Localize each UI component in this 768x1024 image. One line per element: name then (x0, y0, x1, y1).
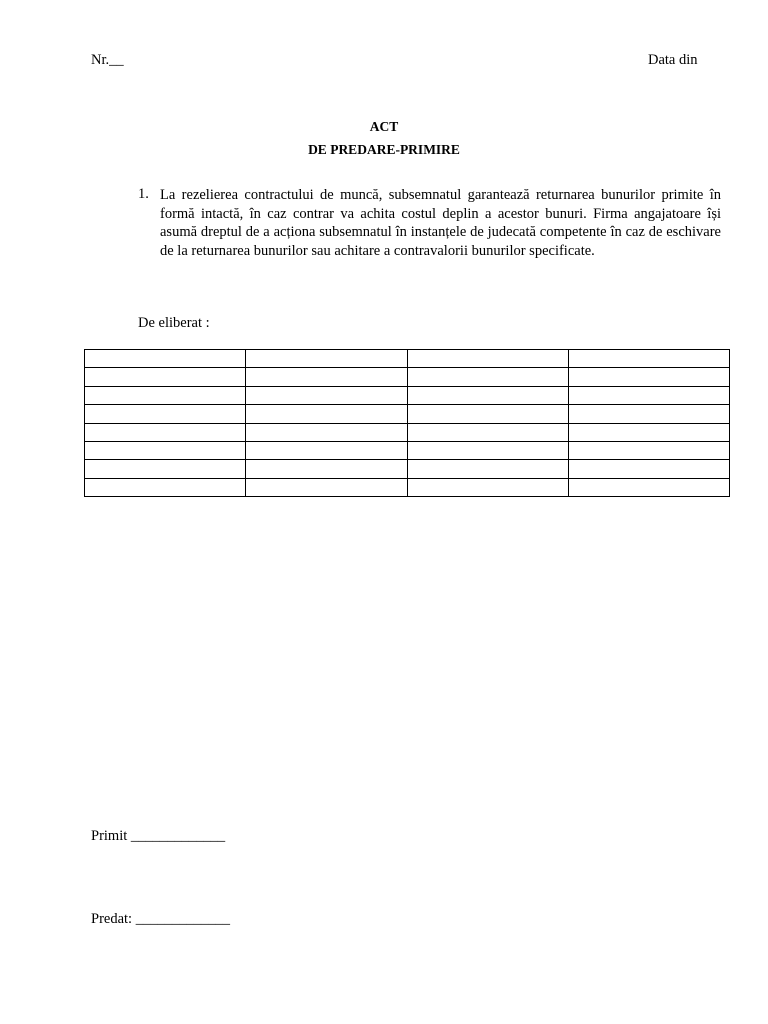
table-cell (568, 405, 729, 423)
table-cell (407, 478, 568, 496)
table-row (85, 350, 730, 368)
table-row (85, 423, 730, 441)
table-row (85, 478, 730, 496)
table-cell (568, 423, 729, 441)
table-row (85, 441, 730, 459)
table-cell (85, 386, 246, 404)
table-row (85, 368, 730, 386)
table-cell (407, 460, 568, 478)
table-cell (246, 386, 407, 404)
clause-number: 1. (138, 186, 149, 202)
items-table (84, 349, 730, 497)
table-cell (568, 368, 729, 386)
table-cell (246, 405, 407, 423)
table-cell (246, 478, 407, 496)
table-cell (407, 423, 568, 441)
table-cell (246, 368, 407, 386)
document-number: Nr.__ (91, 52, 124, 68)
table-cell (246, 350, 407, 368)
table-row (85, 405, 730, 423)
document-subtitle: DE PREDARE-PRIMIRE (308, 142, 460, 157)
table-cell (246, 423, 407, 441)
table-cell (85, 460, 246, 478)
table-cell (568, 386, 729, 404)
document-date: Data din (648, 52, 698, 68)
received-signature-line: Primit _____________ (91, 828, 226, 844)
table-cell (85, 423, 246, 441)
table-cell (407, 368, 568, 386)
issued-items-label: De eliberat : (138, 315, 210, 331)
table-cell (246, 460, 407, 478)
handed-signature-line: Predat: _____________ (91, 911, 230, 927)
table-cell (407, 441, 568, 459)
table-row (85, 460, 730, 478)
table-cell (568, 350, 729, 368)
document-title: ACT (369, 119, 399, 134)
clause-text: La rezelierea contractului de muncă, subsemnatul garantează returnarea bunurilor primite în formă intactă, în caz contrar va achita costul deplin a acestor bunuri. Firma angajatoare își asumă dreptul de a acționa subsemnatul în instanțele de judecată competente în caz de eschivare de la returnarea bunurilor sau achitare a contravalorii bunurilor specificate. (160, 187, 721, 259)
table-cell (568, 460, 729, 478)
table-cell (85, 441, 246, 459)
table-cell (407, 405, 568, 423)
table-row (85, 386, 730, 404)
table-cell (407, 386, 568, 404)
table-cell (85, 350, 246, 368)
items-table-body (85, 350, 730, 497)
table-cell (568, 441, 729, 459)
table-cell (407, 350, 568, 368)
table-cell (85, 368, 246, 386)
table-cell (85, 478, 246, 496)
table-cell (568, 478, 729, 496)
table-cell (85, 405, 246, 423)
table-cell (246, 441, 407, 459)
